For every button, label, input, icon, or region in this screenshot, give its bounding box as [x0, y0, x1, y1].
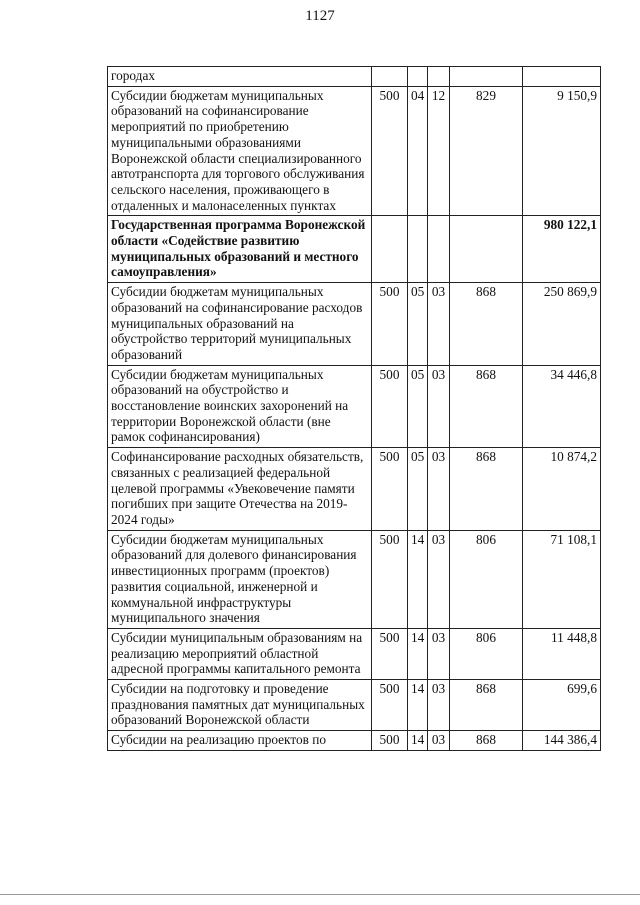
program-name: Государственная программа Воронежской области «Содействие развитию муниципальных образований и местного самоуправления» [108, 216, 372, 283]
code-cell: 806 [450, 530, 523, 628]
amount-cell: 144 386,4 [523, 731, 601, 751]
code-cell [372, 67, 408, 87]
code-cell: 500 [372, 628, 408, 679]
row-name: Софинансирование расходных обязательств, связанных с реализацией федеральной целевой программы «Увековечение памяти погибших при защите Отечества на 2019-2024 годы» [108, 448, 372, 531]
code-cell: 14 [408, 628, 428, 679]
code-cell: 05 [408, 365, 428, 448]
row-name: Субсидии бюджетам муниципальных образований для долевого финансирования инвестиционных программ (проектов) развития социальной, инженерной и коммунальной инфраструктуры муниципального значения [108, 530, 372, 628]
code-cell: 806 [450, 628, 523, 679]
code-cell [450, 67, 523, 87]
code-cell [372, 216, 408, 283]
code-cell: 500 [372, 365, 408, 448]
code-cell: 500 [372, 448, 408, 531]
row-name: Субсидии бюджетам муниципальных образований на софинансирование мероприятий по приобретению муниципальными образованиями Воронежской области специализированного автотранспорта для торгового обслуживания сельского населения, проживающего в отдаленных и малонаселенных пунктах [108, 86, 372, 216]
code-cell: 868 [450, 365, 523, 448]
code-cell: 03 [428, 628, 450, 679]
code-cell: 500 [372, 283, 408, 366]
table-row [108, 365, 601, 448]
table-row [108, 283, 601, 366]
row-name: Субсидии муниципальным образованиям на реализацию мероприятий областной адресной программы капитального ремонта [108, 628, 372, 679]
table-row [108, 67, 601, 87]
code-cell: 03 [428, 365, 450, 448]
code-cell: 04 [408, 86, 428, 216]
code-cell: 03 [428, 680, 450, 731]
code-cell: 12 [428, 86, 450, 216]
table-row [108, 628, 601, 679]
row-name: Субсидии на реализацию проектов по [108, 731, 372, 751]
code-cell: 14 [408, 530, 428, 628]
code-cell: 500 [372, 530, 408, 628]
row-name: Субсидии бюджетам муниципальных образований на обустройство и восстановление воинских захоронений на территории Воронежской области (вне рамок софинансирования) [108, 365, 372, 448]
amount-cell: 34 446,8 [523, 365, 601, 448]
code-cell [450, 216, 523, 283]
amount-cell [523, 67, 601, 87]
code-cell: 829 [450, 86, 523, 216]
code-cell: 868 [450, 283, 523, 366]
table-row [108, 731, 601, 751]
code-cell: 03 [428, 283, 450, 366]
program-row [108, 216, 601, 283]
row-name: Субсидии на подготовку и проведение празднования памятных дат муниципальных образований Воронежской области [108, 680, 372, 731]
amount-cell: 10 874,2 [523, 448, 601, 531]
amount-cell: 699,6 [523, 680, 601, 731]
code-cell: 03 [428, 448, 450, 531]
page-bottom-rule [0, 894, 640, 895]
code-cell: 03 [428, 530, 450, 628]
amount-cell: 9 150,9 [523, 86, 601, 216]
code-cell: 500 [372, 731, 408, 751]
code-cell: 03 [428, 731, 450, 751]
code-cell: 500 [372, 680, 408, 731]
table-row [108, 448, 601, 531]
row-name: городах [108, 67, 372, 87]
code-cell: 14 [408, 731, 428, 751]
code-cell: 14 [408, 680, 428, 731]
table-row [108, 530, 601, 628]
program-total: 980 122,1 [523, 216, 601, 283]
code-cell: 05 [408, 283, 428, 366]
code-cell: 500 [372, 86, 408, 216]
budget-table [107, 66, 601, 751]
code-cell: 868 [450, 448, 523, 531]
code-cell: 05 [408, 448, 428, 531]
amount-cell: 11 448,8 [523, 628, 601, 679]
code-cell: 868 [450, 731, 523, 751]
amount-cell: 250 869,9 [523, 283, 601, 366]
table-row [108, 680, 601, 731]
code-cell [428, 216, 450, 283]
page-number: 1127 [305, 8, 335, 24]
row-name: Субсидии бюджетам муниципальных образований на софинансирование расходов муниципальных образований на обустройство территорий муниципальных образований [108, 283, 372, 366]
table-row [108, 86, 601, 216]
code-cell [428, 67, 450, 87]
code-cell [408, 216, 428, 283]
code-cell: 868 [450, 680, 523, 731]
amount-cell: 71 108,1 [523, 530, 601, 628]
code-cell [408, 67, 428, 87]
